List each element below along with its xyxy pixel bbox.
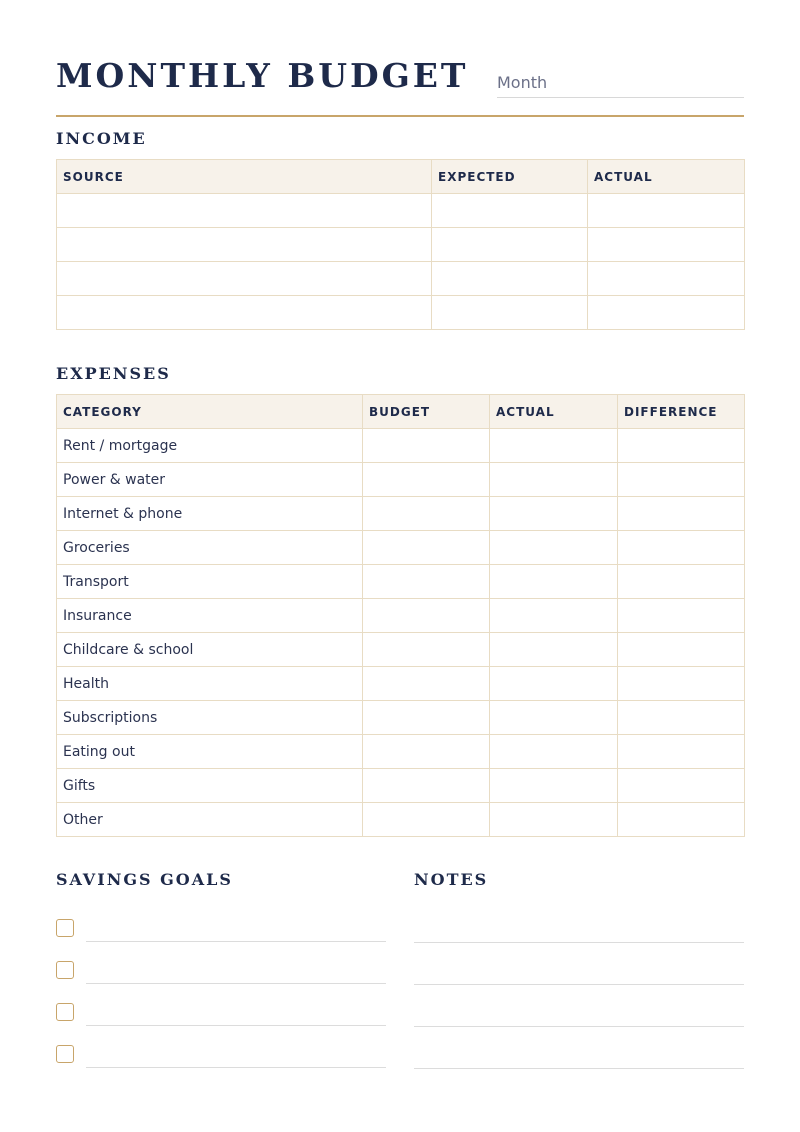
- expense-row: [57, 633, 745, 667]
- income-row: [57, 194, 745, 228]
- expense-category-label: Subscriptions: [57, 701, 363, 735]
- expense-category-label: Health: [57, 667, 363, 701]
- expense-actual-cell[interactable]: [490, 463, 618, 497]
- notes-line[interactable]: [414, 1026, 744, 1027]
- income-expected-cell[interactable]: [432, 296, 588, 330]
- expense-row: [57, 497, 745, 531]
- expense-row: [57, 599, 745, 633]
- expenses-col-actual: ACTUAL: [490, 395, 618, 429]
- header-divider: [56, 115, 744, 117]
- expense-difference-cell[interactable]: [618, 463, 745, 497]
- expense-row: [57, 565, 745, 599]
- page-title: MONTHLY BUDGET: [56, 56, 469, 95]
- income-row: [57, 262, 745, 296]
- expense-budget-cell[interactable]: [363, 633, 490, 667]
- expense-row: [57, 667, 745, 701]
- expense-difference-cell[interactable]: [618, 667, 745, 701]
- expense-difference-cell[interactable]: [618, 429, 745, 463]
- expenses-header-row: [57, 395, 745, 429]
- expense-budget-cell[interactable]: [363, 769, 490, 803]
- expense-row: [57, 429, 745, 463]
- expense-actual-cell[interactable]: [490, 769, 618, 803]
- savings-goal-line[interactable]: [86, 983, 386, 984]
- expense-difference-cell[interactable]: [618, 497, 745, 531]
- month-field-line[interactable]: [497, 97, 744, 98]
- expense-difference-cell[interactable]: [618, 803, 745, 837]
- income-col-source: SOURCE: [57, 160, 432, 194]
- expense-category-label: Internet & phone: [57, 497, 363, 531]
- income-actual-cell[interactable]: [588, 262, 745, 296]
- savings-goal-line[interactable]: [86, 1025, 386, 1026]
- expense-actual-cell[interactable]: [490, 565, 618, 599]
- expense-category-label: Rent / mortgage: [57, 429, 363, 463]
- income-section-title: INCOME: [56, 129, 147, 148]
- expense-budget-cell[interactable]: [363, 497, 490, 531]
- notes-line[interactable]: [414, 942, 744, 943]
- income-header-row: [57, 160, 745, 194]
- expense-row: [57, 803, 745, 837]
- expense-budget-cell[interactable]: [363, 735, 490, 769]
- month-label: Month: [497, 73, 548, 92]
- expense-row: [57, 701, 745, 735]
- expense-budget-cell[interactable]: [363, 463, 490, 497]
- expenses-section-title: EXPENSES: [56, 364, 171, 383]
- savings-goal-checkbox[interactable]: [56, 1003, 74, 1021]
- income-expected-cell[interactable]: [432, 262, 588, 296]
- expense-budget-cell[interactable]: [363, 565, 490, 599]
- expense-row: [57, 735, 745, 769]
- savings-goal-line[interactable]: [86, 1067, 386, 1068]
- income-table: [56, 159, 745, 330]
- expenses-col-category: CATEGORY: [57, 395, 363, 429]
- income-row: [57, 296, 745, 330]
- expense-actual-cell[interactable]: [490, 701, 618, 735]
- expense-actual-cell[interactable]: [490, 803, 618, 837]
- expense-actual-cell[interactable]: [490, 599, 618, 633]
- expenses-col-difference: DIFFERENCE: [618, 395, 745, 429]
- expense-budget-cell[interactable]: [363, 531, 490, 565]
- savings-section-title: SAVINGS GOALS: [56, 870, 233, 889]
- income-rows: [57, 194, 745, 330]
- income-col-expected: EXPECTED: [432, 160, 588, 194]
- notes-section-title: NOTES: [414, 870, 489, 889]
- income-actual-cell[interactable]: [588, 296, 745, 330]
- income-expected-cell[interactable]: [432, 228, 588, 262]
- notes-line[interactable]: [414, 1068, 744, 1069]
- expense-actual-cell[interactable]: [490, 429, 618, 463]
- savings-goal-line[interactable]: [86, 941, 386, 942]
- expense-difference-cell[interactable]: [618, 769, 745, 803]
- expense-difference-cell[interactable]: [618, 531, 745, 565]
- expense-category-label: Other: [57, 803, 363, 837]
- expense-actual-cell[interactable]: [490, 633, 618, 667]
- savings-goal-checkbox[interactable]: [56, 1045, 74, 1063]
- income-row: [57, 228, 745, 262]
- income-col-actual: ACTUAL: [588, 160, 745, 194]
- expense-difference-cell[interactable]: [618, 735, 745, 769]
- expense-budget-cell[interactable]: [363, 429, 490, 463]
- expense-category-label: Power & water: [57, 463, 363, 497]
- income-actual-cell[interactable]: [588, 194, 745, 228]
- income-actual-cell[interactable]: [588, 228, 745, 262]
- savings-goal-checkbox[interactable]: [56, 961, 74, 979]
- income-source-cell[interactable]: [57, 296, 432, 330]
- expense-budget-cell[interactable]: [363, 701, 490, 735]
- expense-category-label: Gifts: [57, 769, 363, 803]
- savings-goal-checkbox[interactable]: [56, 919, 74, 937]
- expense-row: [57, 531, 745, 565]
- expenses-col-budget: BUDGET: [363, 395, 490, 429]
- expense-budget-cell[interactable]: [363, 667, 490, 701]
- expense-budget-cell[interactable]: [363, 803, 490, 837]
- expenses-rows: [57, 429, 745, 837]
- expense-category-label: Childcare & school: [57, 633, 363, 667]
- notes-line[interactable]: [414, 984, 744, 985]
- expense-difference-cell[interactable]: [618, 701, 745, 735]
- income-expected-cell[interactable]: [432, 194, 588, 228]
- income-source-cell[interactable]: [57, 262, 432, 296]
- expense-row: [57, 463, 745, 497]
- income-source-cell[interactable]: [57, 194, 432, 228]
- expense-category-label: Groceries: [57, 531, 363, 565]
- expense-difference-cell[interactable]: [618, 565, 745, 599]
- expense-row: [57, 769, 745, 803]
- expense-actual-cell[interactable]: [490, 667, 618, 701]
- expense-difference-cell[interactable]: [618, 599, 745, 633]
- expense-category-label: Insurance: [57, 599, 363, 633]
- expenses-table: [56, 394, 745, 837]
- expense-budget-cell[interactable]: [363, 599, 490, 633]
- expense-difference-cell[interactable]: [618, 633, 745, 667]
- expense-actual-cell[interactable]: [490, 531, 618, 565]
- expense-actual-cell[interactable]: [490, 497, 618, 531]
- income-source-cell[interactable]: [57, 228, 432, 262]
- expense-category-label: Transport: [57, 565, 363, 599]
- expense-category-label: Eating out: [57, 735, 363, 769]
- expense-actual-cell[interactable]: [490, 735, 618, 769]
